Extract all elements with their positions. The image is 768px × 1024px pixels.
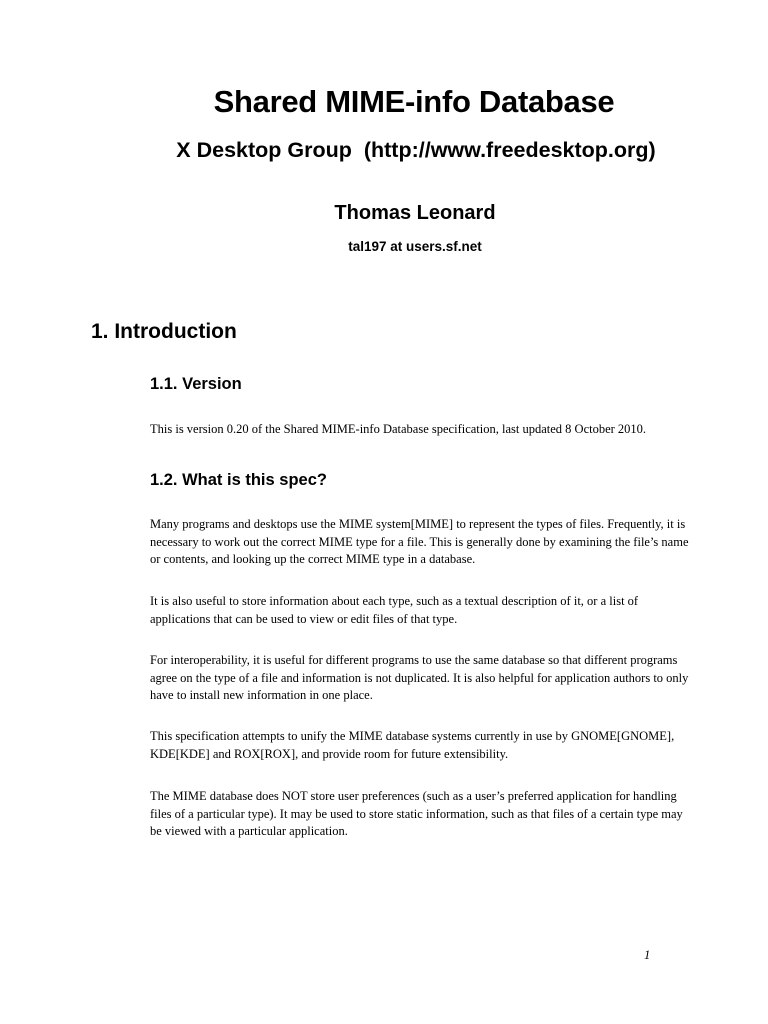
version-paragraph: This is version 0.20 of the Shared MIME-info Database specification, last updated 8 October 2010. xyxy=(150,422,647,436)
paragraph-user-preferences: The MIME database does NOT store user preferences (such as a user’s preferred application for handling files of a particular type). It may be used to store static information, such as that files of a certain type may be viewed with a particular application. xyxy=(150,789,683,838)
paragraph-unify-systems: This specification attempts to unify the MIME database systems currently in use by GNOME[GNOME], KDE[KDE] and ROX[ROX], and provide room for future extensibility. xyxy=(150,729,675,761)
section-heading-introduction: 1. Introduction xyxy=(91,320,237,343)
paragraph-mime-system: Many programs and desktops use the MIME system[MIME] to represent the types of files. Frequently, it is necessary to work out the correct MIME type for a file. This is generally done by examining the file’s name or contents, and looking up the correct MIME type in a database. xyxy=(150,517,689,566)
document-title: Shared MIME-info Database xyxy=(213,84,615,119)
document-subtitle: X Desktop Group (http://www.freedesktop.org) xyxy=(176,138,656,162)
page-number: 1 xyxy=(644,948,651,962)
paragraph-type-information: It is also useful to store information about each type, such as a textual description of it, or a list of applications that can be used to view or edit files of that type. xyxy=(150,594,639,626)
subsection-heading-what-is-this-spec: 1.2. What is this spec? xyxy=(150,471,327,489)
author-email: tal197 at users.sf.net xyxy=(348,239,482,254)
author-name: Thomas Leonard xyxy=(334,202,496,224)
subsection-heading-version: 1.1. Version xyxy=(150,375,242,393)
paragraph-interoperability: For interoperability, it is useful for different programs to use the same database so that different programs agree on the type of a file and information is not duplicated. It is also helpful for application authors to only have to install new information in one place. xyxy=(150,653,689,702)
